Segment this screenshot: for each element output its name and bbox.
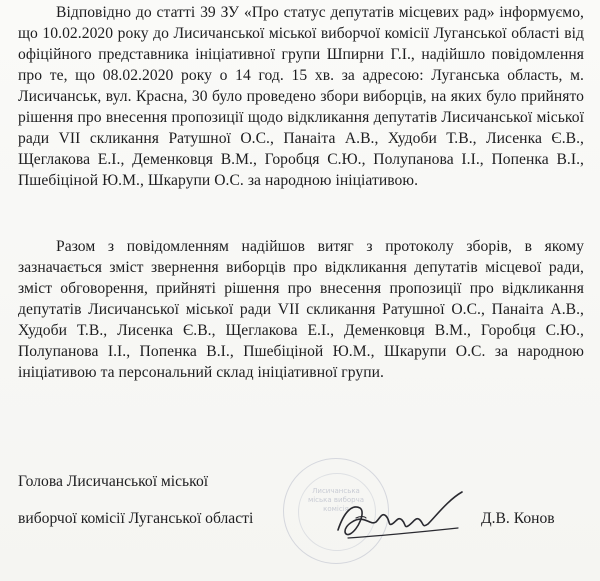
signatory-title-line-1: Голова Лисичанської міської [18, 473, 209, 490]
signatory-name: Д.В. Конов [481, 510, 555, 527]
body-paragraph-1: Відповідно до статті 39 ЗУ «Про статус депутатів місцевих рад» інформуємо, що 10.02.2020 року до Лисичанської міської виборчої комісії Луганської області від офіційного представника ініціативної групи Шпирни Г.І., надійшло повідомлення про те, що 08.02.2020 року о 14 год. 15 хв. за адресою: Луганська область, м. Лисичанськ, вул. Красна, 30 було проведено збори виборців, на яких було прийнято рішення про внесення пропозиції щодо відкликання депутатів Лисичанської міської ради VII скликання Ратушної О.С., Панаіта А.В., Худоби Т.В., Лисенка Є.В., Щеглакова Е.І., Деменковця В.М., Горобця С.Ю., Полупанова І.І., Попенка В.І., Пшебіціной Ю.М., Шкарупи О.С. за народною ініціативою. [18, 4, 584, 189]
signatory-title-line-2: виборчої комісії Луганської області [18, 510, 254, 527]
body-paragraph-2: Разом з повідомленням надійшов витяг з протоколу зборів, в якому зазначається зміст звернення виборців про відкликання депутатів місцевої ради, зміст обговорення, прийняті рішення про внесення пропозиції про відкликання депутатів Лисичанської міської ради VII скликання Ратушної О.С., Панаіта А.В., Худоби Т.В., Лисенка Є.В., Щеглакова Е.І., Деменковця В.М., Горобця С.Ю., Полупанова І.І., Попенка В.І., Пшебіціной Ю.М., Шкарупи О.С. за народною ініціативою та персональний склад ініціативної групи. [18, 238, 584, 381]
handwritten-signature-icon [330, 482, 470, 552]
stamp-text: Лисичанська міська виборча комісія [307, 487, 365, 513]
